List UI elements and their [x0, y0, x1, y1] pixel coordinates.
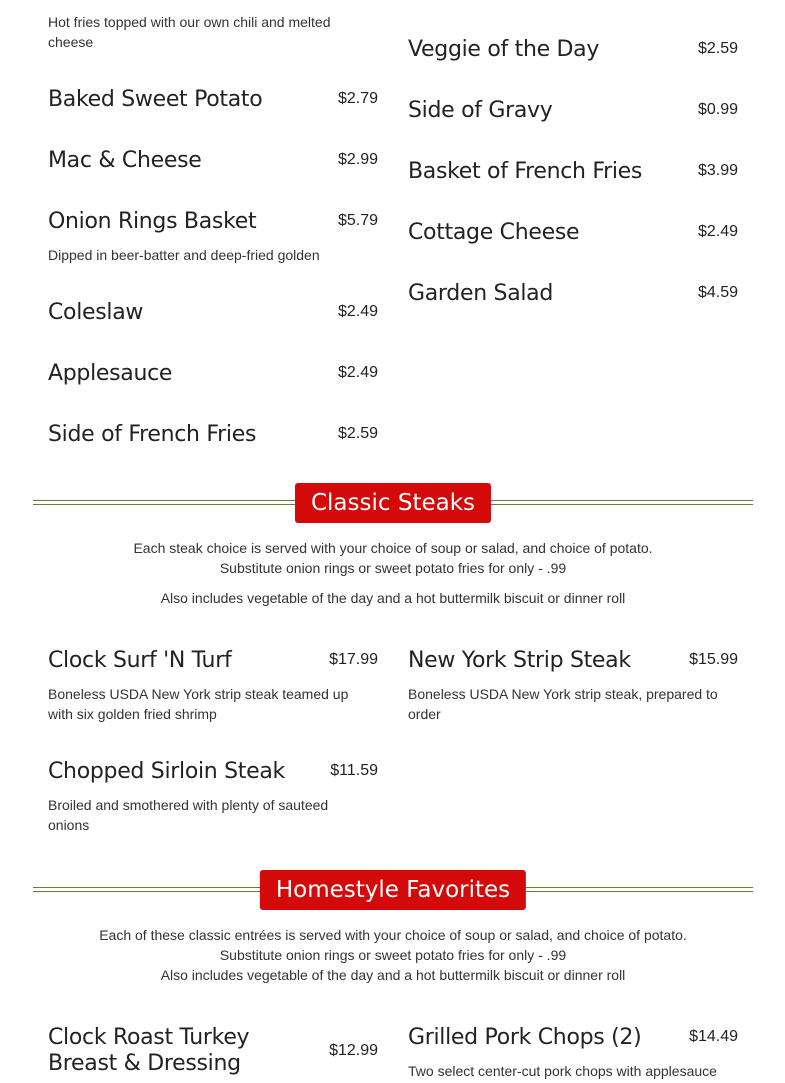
item-price: $3.99 [697, 162, 738, 179]
item-name: Applesauce [48, 361, 173, 386]
item-price: $5.79 [337, 212, 378, 229]
item-name: Veggie of the Day [408, 37, 600, 62]
section-title: Homestyle Favorites [260, 870, 526, 910]
item-price: $2.59 [337, 425, 378, 442]
section-header-homestyle-favorites [33, 870, 753, 910]
section-intro: Substitute onion rings or sweet potato fries for only - .99 [219, 947, 567, 963]
section-intro: Also includes vegetable of the day and a hot buttermilk biscuit or dinner roll [160, 590, 626, 606]
item-name: Baked Sweet Potato [48, 87, 263, 112]
item-price: $4.59 [697, 284, 738, 301]
section-intro: Each steak choice is served with your choice of soup or salad, and choice of potato. [133, 540, 653, 556]
item-name: Clock Roast Turkey Breast & Dressing [48, 1025, 250, 1076]
item-price: $2.49 [697, 223, 738, 240]
item-price: $2.79 [337, 90, 378, 107]
item-name: Side of Gravy [408, 98, 553, 123]
section-title: Classic Steaks [295, 483, 491, 523]
section-intro: Also includes vegetable of the day and a hot buttermilk biscuit or dinner roll [160, 967, 626, 983]
item-name: Chopped Sirloin Steak [48, 759, 285, 784]
item-price: $15.99 [689, 651, 738, 668]
item-price: $2.49 [337, 364, 378, 381]
item-description: Dipped in beer-batter and deep-fried golden [48, 247, 320, 263]
item-price: $11.59 [330, 762, 378, 779]
item-price: $2.49 [337, 303, 378, 320]
item-name: Onion Rings Basket [48, 209, 257, 234]
item-price: $2.99 [337, 151, 378, 168]
item-price: $14.49 [689, 1028, 738, 1045]
item-price: $12.99 [329, 1042, 378, 1059]
item-name: Coleslaw [48, 300, 144, 325]
section-intro: Each of these classic entrées is served with your choice of soup or salad, and choice of potato. [99, 927, 687, 943]
top-item-description: Hot fries topped with our own chili and melted cheese [48, 14, 331, 50]
item-description: Two select center-cut pork chops with applesauce [408, 1063, 717, 1079]
item-name: Basket of French Fries [408, 159, 643, 184]
item-price: $17.99 [329, 651, 378, 668]
item-name: Mac & Cheese [48, 148, 202, 173]
item-name: Clock Surf 'N Turf [48, 648, 232, 673]
item-description: Boneless USDA New York strip steak, prepared to order [408, 686, 718, 722]
item-price: $0.99 [697, 101, 738, 118]
item-description: Boneless USDA New York strip steak teamed up with six golden fried shrimp [48, 686, 349, 722]
item-name: Side of French Fries [48, 422, 257, 447]
item-name: Grilled Pork Chops (2) [408, 1025, 642, 1050]
item-name: Garden Salad [408, 281, 554, 306]
item-name: New York Strip Steak [408, 648, 631, 673]
section-header-classic-steaks [33, 483, 753, 523]
item-description: Broiled and smothered with plenty of sauteed onions [48, 797, 329, 833]
item-name: Cottage Cheese [408, 220, 580, 245]
item-price: $2.59 [697, 40, 738, 57]
section-intro: Substitute onion rings or sweet potato fries for only - .99 [219, 560, 567, 576]
